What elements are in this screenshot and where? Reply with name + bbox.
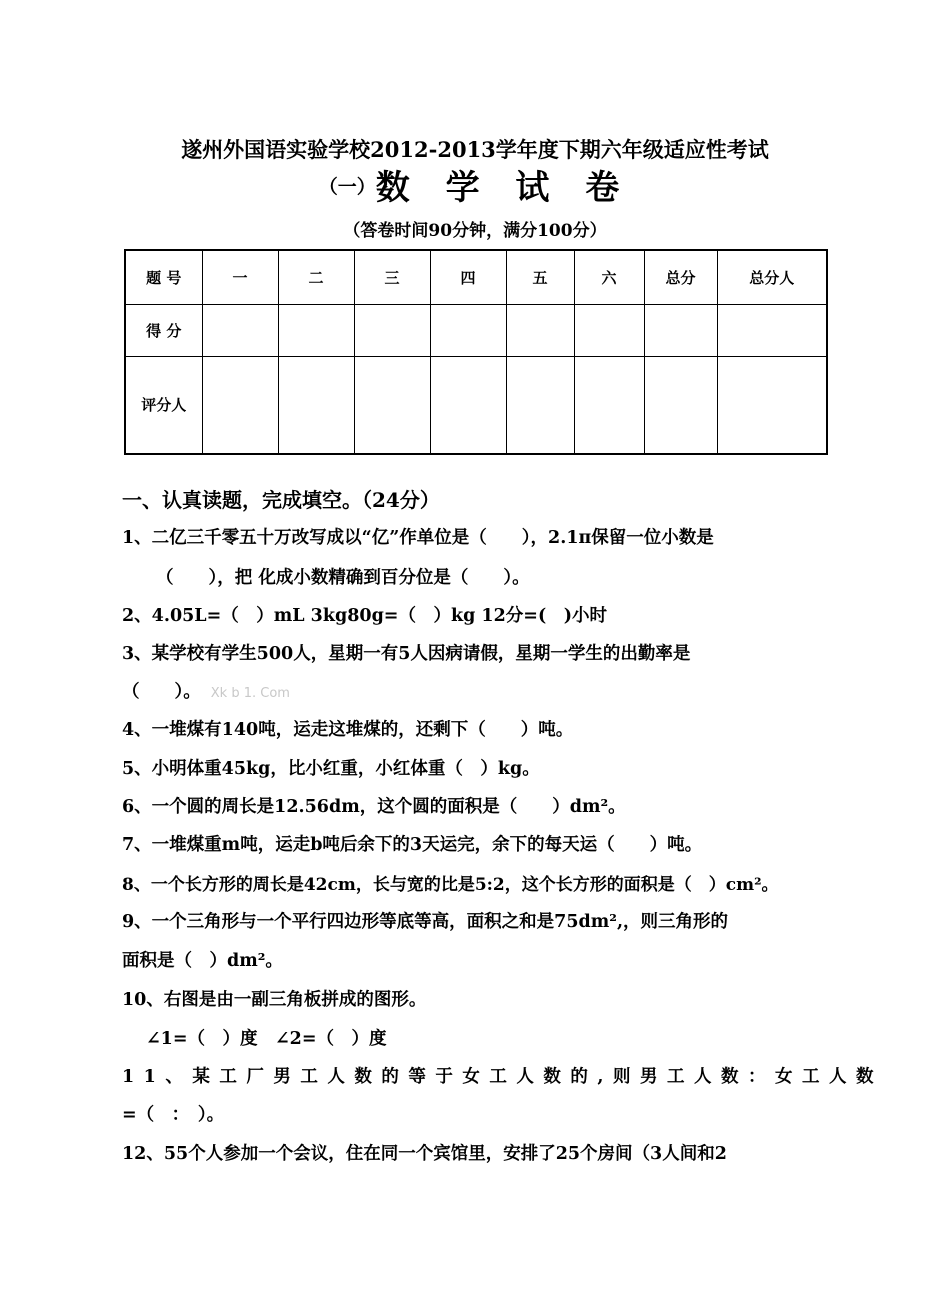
- score-cell[interactable]: [574, 304, 644, 356]
- grader-cell[interactable]: [354, 356, 430, 454]
- header-cell-5: 五: [506, 250, 574, 304]
- row-label-grader: 评分人: [125, 356, 202, 454]
- header-cell-label: 题 号: [125, 250, 202, 304]
- grader-cell[interactable]: [430, 356, 506, 454]
- question-1-line-2: （ ），把 化成小数精确到百分位是（ ）。: [156, 568, 530, 588]
- watermark: Xk b 1. Com: [210, 686, 290, 701]
- grader-cell[interactable]: [644, 356, 717, 454]
- question-3-line-2-text: （ ）。: [122, 682, 201, 702]
- question-9-line-2: 面积是（ ）dm²。: [122, 951, 283, 971]
- grader-cell[interactable]: [506, 356, 574, 454]
- grader-cell[interactable]: [278, 356, 354, 454]
- question-2: 2、4.05L=（ ）mL 3kg80g=（ ）kg 12分=( )小时: [122, 606, 608, 626]
- score-cell[interactable]: [506, 304, 574, 356]
- score-table: [124, 249, 828, 455]
- score-cell[interactable]: [354, 304, 430, 356]
- score-cell[interactable]: [202, 304, 278, 356]
- exam-subtitle: （答卷时间90分钟，满分100分）: [343, 221, 607, 241]
- header-cell-grader: 总分人: [717, 250, 827, 304]
- score-cell[interactable]: [717, 304, 827, 356]
- section-1-heading: 一、认真读题，完成填空。（24分）: [122, 488, 440, 512]
- question-12: 12、55个人参加一个会议，住在同一个宾馆里，安排了25个房间（3人间和2: [122, 1144, 727, 1164]
- question-6: 6、一个圆的周长是12.56dm，这个圆的面积是（ ）dm²。: [122, 797, 626, 817]
- score-cell[interactable]: [278, 304, 354, 356]
- score-header-row: [125, 250, 827, 304]
- question-11-line-1: 11、某工厂男工人数的等于女工人数的,则男工人数：女工人数: [122, 1067, 883, 1087]
- school-title: 遂州外国语实验学校2012-2013学年度下期六年级适应性考试: [181, 137, 769, 162]
- header-cell-3: 三: [354, 250, 430, 304]
- question-8: 8、一个长方形的周长是42cm，长与宽的比是5:2，这个长方形的面积是（ ）cm²。: [122, 875, 779, 895]
- grader-cell[interactable]: [574, 356, 644, 454]
- title-prefix: （一）: [318, 176, 376, 198]
- header-cell-1: 一: [202, 250, 278, 304]
- question-4: 4、一堆煤有140吨，运走这堆煤的，还剩下（ ）吨。: [122, 720, 574, 740]
- score-cell[interactable]: [644, 304, 717, 356]
- score-cell[interactable]: [430, 304, 506, 356]
- grader-cell[interactable]: [717, 356, 827, 454]
- question-3-line-1: 3、某学校有学生500人，星期一有5人因病请假，星期一学生的出勤率是: [122, 644, 691, 664]
- question-3-line-2: [122, 678, 290, 703]
- grader-row: [125, 356, 827, 454]
- question-7: 7、一堆煤重m吨，运走b吨后余下的3天运完，余下的每天运（ ）吨。: [122, 835, 703, 855]
- row-label-score: 得 分: [125, 304, 202, 356]
- exam-title: 数 学 试 卷: [375, 168, 632, 208]
- question-5: 5、小明体重45kg，比小红重，小红体重（ ）kg。: [122, 759, 540, 779]
- question-11-line-2: =（ ： ）。: [122, 1105, 225, 1125]
- header-cell-2: 二: [278, 250, 354, 304]
- header-cell-total: 总分: [644, 250, 717, 304]
- question-9-line-1: 9、一个三角形与一个平行四边形等底等高，面积之和是75dm²,，则三角形的: [122, 912, 729, 932]
- question-10-angles: ∠1=（ ）度 ∠2=（ ）度: [146, 1029, 387, 1049]
- grader-cell[interactable]: [202, 356, 278, 454]
- header-cell-6: 六: [574, 250, 644, 304]
- question-1-line-1: 1、二亿三千零五十万改写成以“亿”作单位是（ ），2.1π保留一位小数是: [122, 528, 714, 548]
- score-row: [125, 304, 827, 356]
- exam-title-line: [0, 160, 950, 209]
- question-10: 10、右图是由一副三角板拼成的图形。: [122, 990, 427, 1010]
- header-cell-4: 四: [430, 250, 506, 304]
